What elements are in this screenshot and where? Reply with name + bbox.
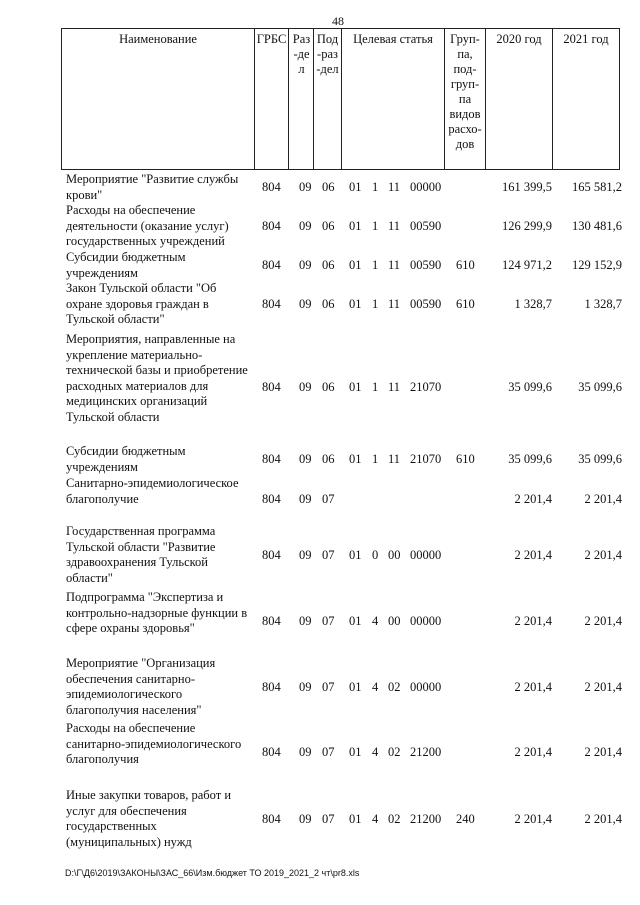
row-name: Расходы на обеспечение деятельности (оказание услуг) государственных учреждений	[66, 203, 229, 248]
cell-y2021: 130 481,6	[572, 219, 622, 233]
cell-grbs: 804	[262, 614, 281, 628]
cell-podr: 06	[322, 297, 335, 311]
cell-p4: 00590	[410, 219, 442, 233]
cell-p3: 02	[388, 680, 401, 694]
cell-grbs: 804	[262, 745, 281, 759]
cell-podr: 06	[322, 258, 335, 272]
cell-p2: 1	[372, 452, 379, 466]
header-name: Наименование	[62, 29, 255, 170]
row-name: Подпрограмма "Экспертиза и контрольно-надзорные функции в сфере охраны здоровья"	[66, 590, 248, 635]
cell-vid: 610	[456, 297, 475, 311]
cell-grbs: 804	[262, 297, 281, 311]
cell-p3: 11	[388, 452, 401, 466]
cell-y2021: 35 099,6	[578, 380, 622, 394]
cell-p3: 00	[388, 614, 401, 628]
cell-p1: 01	[349, 258, 362, 272]
cell-p1: 01	[349, 452, 362, 466]
cell-y2020: 124 971,2	[502, 258, 552, 272]
cell-grbs: 804	[262, 380, 281, 394]
cell-y2020: 2 201,4	[514, 812, 552, 826]
cell-podr: 07	[322, 614, 335, 628]
cell-grbs: 804	[262, 680, 281, 694]
cell-p3: 11	[388, 380, 401, 394]
row-name: Субсидии бюджетным учреждениям	[66, 444, 186, 474]
cell-vid: 610	[456, 258, 475, 272]
cell-y2020: 1 328,7	[514, 297, 552, 311]
cell-y2021: 2 201,4	[584, 614, 622, 628]
cell-grbs: 804	[262, 258, 281, 272]
cell-p4: 00590	[410, 258, 442, 272]
cell-razdel: 09	[299, 492, 312, 506]
table-header	[61, 28, 620, 170]
header-2021: 2021 год	[553, 29, 620, 170]
row-name: Мероприятия, направленные на укрепление материально-технической базы и приобретение расходных материалов для медицинских организаций Тульской области	[66, 332, 248, 424]
cell-p2: 1	[372, 219, 379, 233]
header-group: Груп-па, под-груп-па видов расхо-дов	[445, 29, 486, 170]
row-name: Санитарно-эпидемиологическое благополучие	[66, 476, 239, 506]
row-name: Субсидии бюджетным учреждениям	[66, 250, 186, 280]
cell-y2021: 2 201,4	[584, 548, 622, 562]
cell-p3: 11	[388, 219, 401, 233]
header-2020: 2020 год	[486, 29, 553, 170]
cell-y2020: 2 201,4	[514, 745, 552, 759]
cell-y2021: 165 581,2	[572, 180, 622, 194]
cell-p1: 01	[349, 297, 362, 311]
cell-razdel: 09	[299, 812, 312, 826]
cell-p1: 01	[349, 548, 362, 562]
cell-p1: 01	[349, 812, 362, 826]
cell-p4: 21070	[410, 452, 442, 466]
cell-podr: 06	[322, 180, 335, 194]
cell-p3: 02	[388, 812, 401, 826]
cell-vid: 610	[456, 452, 475, 466]
cell-podr: 06	[322, 452, 335, 466]
cell-razdel: 09	[299, 614, 312, 628]
cell-razdel: 09	[299, 548, 312, 562]
row-name: Государственная программа Тульской области "Развитие здравоохранения Тульской области"	[66, 524, 216, 585]
cell-p1: 01	[349, 380, 362, 394]
cell-vid: 240	[456, 812, 475, 826]
cell-y2021: 2 201,4	[584, 492, 622, 506]
cell-grbs: 804	[262, 219, 281, 233]
cell-razdel: 09	[299, 745, 312, 759]
cell-y2020: 2 201,4	[514, 548, 552, 562]
cell-p3: 11	[388, 297, 401, 311]
cell-y2021: 1 328,7	[584, 297, 622, 311]
cell-p1: 01	[349, 180, 362, 194]
cell-podr: 06	[322, 219, 335, 233]
cell-p4: 21200	[410, 812, 442, 826]
cell-p4: 21070	[410, 380, 442, 394]
cell-y2021: 2 201,4	[584, 812, 622, 826]
cell-podr: 07	[322, 745, 335, 759]
cell-podr: 07	[322, 680, 335, 694]
cell-y2021: 35 099,6	[578, 452, 622, 466]
row-name: Расходы на обеспечение санитарно-эпидемиологического благополучия	[66, 721, 242, 766]
cell-grbs: 804	[262, 492, 281, 506]
cell-p4: 00000	[410, 180, 442, 194]
cell-p2: 1	[372, 258, 379, 272]
cell-podr: 06	[322, 380, 335, 394]
cell-podr: 07	[322, 548, 335, 562]
cell-p2: 1	[372, 180, 379, 194]
cell-y2020: 35 099,6	[508, 380, 552, 394]
cell-y2020: 2 201,4	[514, 492, 552, 506]
file-path-footer: D:\Г\Д6\2019\ЗАКОНЫ\ЗАС_66\Изм.бюджет ТО 2019_2021_2 чт\pr8.xls	[65, 868, 360, 878]
cell-y2020: 35 099,6	[508, 452, 552, 466]
cell-y2020: 2 201,4	[514, 680, 552, 694]
cell-p2: 4	[372, 614, 379, 628]
cell-p2: 0	[372, 548, 379, 562]
cell-podr: 07	[322, 812, 335, 826]
cell-razdel: 09	[299, 380, 312, 394]
cell-razdel: 09	[299, 452, 312, 466]
cell-p4: 21200	[410, 745, 442, 759]
cell-razdel: 09	[299, 297, 312, 311]
cell-p3: 00	[388, 548, 401, 562]
header-razdel: Раз-дел	[289, 29, 314, 170]
header-podrazdel: Под-раз-дел	[314, 29, 342, 170]
cell-razdel: 09	[299, 180, 312, 194]
cell-grbs: 804	[262, 812, 281, 826]
cell-y2021: 129 152,9	[572, 258, 622, 272]
cell-p4: 00000	[410, 614, 442, 628]
cell-p4: 00000	[410, 548, 442, 562]
page-number: 48	[332, 14, 344, 28]
cell-y2020: 161 399,5	[502, 180, 552, 194]
cell-p1: 01	[349, 745, 362, 759]
cell-y2020: 126 299,9	[502, 219, 552, 233]
cell-grbs: 804	[262, 180, 281, 194]
cell-podr: 07	[322, 492, 335, 506]
row-name: Иные закупки товаров, работ и услуг для обеспечения государственных (муниципальных) нужд	[66, 788, 232, 849]
cell-razdel: 09	[299, 258, 312, 272]
cell-y2021: 2 201,4	[584, 680, 622, 694]
cell-grbs: 804	[262, 452, 281, 466]
cell-p2: 1	[372, 380, 379, 394]
cell-razdel: 09	[299, 680, 312, 694]
header-target: Целевая статья	[342, 29, 445, 170]
cell-p2: 4	[372, 745, 379, 759]
cell-razdel: 09	[299, 219, 312, 233]
cell-p1: 01	[349, 680, 362, 694]
cell-p2: 4	[372, 680, 379, 694]
cell-p1: 01	[349, 219, 362, 233]
row-name: Закон Тульской области "Об охране здоровья граждан в Тульской области"	[66, 281, 217, 326]
row-name: Мероприятие "Организация обеспечения санитарно-эпидемиологического благополучия населения"	[66, 656, 216, 717]
row-name: Мероприятие "Развитие службы крови"	[66, 172, 239, 202]
cell-p1: 01	[349, 614, 362, 628]
cell-p3: 11	[388, 258, 401, 272]
cell-y2020: 2 201,4	[514, 614, 552, 628]
cell-p3: 02	[388, 745, 401, 759]
cell-p2: 4	[372, 812, 379, 826]
cell-grbs: 804	[262, 548, 281, 562]
cell-p4: 00000	[410, 680, 442, 694]
header-grbs: ГРБС	[255, 29, 289, 170]
cell-p2: 1	[372, 297, 379, 311]
cell-p3: 11	[388, 180, 401, 194]
cell-y2021: 2 201,4	[584, 745, 622, 759]
cell-p4: 00590	[410, 297, 442, 311]
